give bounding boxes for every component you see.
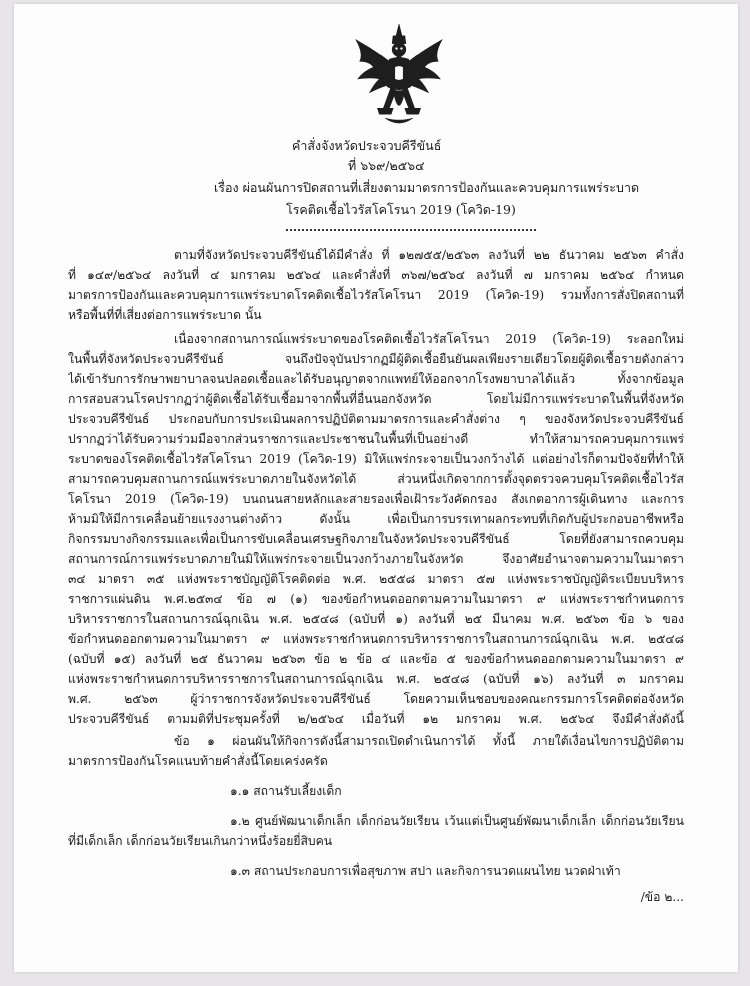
p2-line: พ.ศ. ๒๕๖๓ ผู้ว่าราชการจังหวัดประจวบคีรีขันธ์ โดยความเห็นชอบของคณะกรรมการโรคติดต่อจังหวัด (68, 692, 684, 706)
continued-marker: /ข้อ ๒... (640, 890, 684, 904)
p2-line: ในพื้นที่จังหวัดประจวบคีรีขันธ์ จนถึงปัจจุบันปรากฏมีผู้ติดเชื้อยืนยันผลเพียงรายเดียวโดยผู้ติดเชื้อรายดังกล่าว (68, 352, 684, 366)
clause-1-line: ข้อ ๑ ผ่อนผันให้กิจการดังนี้สามารถเปิดดำเนินการได้ ทั้งนี้ ภายใต้เงื่อนไขการปฏิบัติตาม (174, 734, 684, 748)
garuda-emblem-icon (350, 22, 448, 128)
p1-line: ตามที่จังหวัดประจวบคีรีขันธ์ได้มีคำสั่ง ที่ ๑๒๗๕๕/๒๕๖๓ ลงวันที่ ๒๒ ธันวาคม ๒๕๖๓ คำสั่ง (174, 248, 684, 262)
subject-line-1: เรื่อง ผ่อนผันการปิดสถานที่เสี่ยงตามมาตรการป้องกันและควบคุมการแพร่ระบาด (214, 180, 640, 195)
item-1-2-line: ๑.๒ ศูนย์พัฒนาเด็กเล็ก เด็กก่อนวัยเรียน เว้นแต่เป็นศูนย์พัฒนาเด็กเล็ก เด็กก่อนวัยเรียน (230, 814, 684, 828)
p2-line: สามารถควบคุมสถานการณ์แพร่ระบาดภายในจังหวัดได้ ส่วนหนึ่งเกิดจากการตั้งจุดตรวจควบคุมโรคติดเชื้อไวรัส (68, 472, 684, 486)
p2-line: ราชการแผ่นดิน พ.ศ.๒๕๓๔ ข้อ ๗ (๑) ของข้อกำหนดออกตามความในมาตรา ๙ แห่งพระราชกำหนดการ (68, 592, 684, 606)
p1-line: มาตรการป้องกันและควบคุมการแพร่ระบาดโรคติดเชื้อไวรัสโคโรนา 2019 (โควิด-19) รวมทั้งการสั่งปิดสถานที่ (68, 288, 684, 302)
p2-line: กิจกรรมบางกิจกรรมและเพื่อเป็นการขับเคลื่อนเศรษฐกิจภายในจังหวัดประจวบคีรีขันธ์ โดยที่ยังสามารถควบคุม (68, 532, 684, 546)
p2-line: การสอบสวนโรคปรากฏว่าผู้ติดเชื้อได้รับเชื้อมาจากพื้นที่อื่นนอกจังหวัด โดยไม่มีการแพร่ระบาดในพื้นที่จังหวัด (68, 392, 684, 406)
p2-line: บริหารราชการในสถานการณ์ฉุกเฉิน พ.ศ. ๒๕๔๘ (ฉบับที่ ๑) ลงวันที่ ๒๕ มีนาคม พ.ศ. ๒๕๖๓ ข้อ ๖ ของ (68, 612, 684, 626)
p2-line: ปรากฏว่าได้รับความร่วมมือจากส่วนราชการและประชาชนในพื้นที่เป็นอย่างดี ทำให้สามารถควบคุมการแพร่ (68, 432, 684, 446)
p2-line: ประจวบคีรีขันธ์ ประกอบกับการประเมินผลการปฏิบัติตามมาตรการและคำสั่งต่าง ๆ ของจังหวัดประจวบคีรีขันธ์ (68, 412, 684, 426)
p2-line: ห้ามมิให้มีการเคลื่อนย้ายแรงงานต่างด้าว ดังนั้น เพื่อเป็นการบรรเทาผลกระทบที่เกิดกับผู้ประกอบอาชีพหรือ (68, 512, 684, 526)
order-title: คำสั่งจังหวัดประจวบคีรีขันธ์ (292, 138, 442, 153)
subject-line-2: โรคติดเชื้อไวรัสโคโรนา 2019 (โควิด-19) (286, 202, 516, 217)
p1-line: หรือพื้นที่ที่เสี่ยงต่อการแพร่ระบาด นั้น (68, 308, 262, 322)
p2-line: ๓๔ มาตรา ๓๕ แห่งพระราชบัญญัติโรคติดต่อ พ.ศ. ๒๕๕๘ มาตรา ๕๗ แห่งพระราชบัญญัติระเบียบบริหาร (68, 572, 684, 586)
p2-line: ข้อกำหนดออกตามความในมาตรา ๙ แห่งพระราชกำหนดการบริหารราชการในสถานการณ์ฉุกเฉิน พ.ศ. ๒๕๔๘ (68, 632, 684, 646)
item-1-2-line: ที่มีเด็กเล็ก เด็กก่อนวัยเรียนเกินกว่าหนึ่งร้อยยี่สิบคน (68, 834, 333, 848)
divider (286, 229, 536, 231)
p2-line: (ฉบับที่ ๑๕) ลงวันที่ ๒๕ ธันวาคม ๒๕๖๓ ข้อ ๒ ข้อ ๔ และข้อ ๕ ของข้อกำหนดออกตามความในมาตรา ๙ (68, 652, 684, 666)
p2-line: ประจวบคีรีขันธ์ ตามมติที่ประชุมครั้งที่ ๒/๒๕๖๔ เมื่อวันที่ ๑๒ มกราคม พ.ศ. ๒๕๖๔ จึงมีคำสั่งดังนี้ (68, 712, 684, 726)
order-number: ที่ ๖๖๙/๒๕๖๔ (348, 158, 425, 173)
item-1-1: ๑.๑ สถานรับเลี้ยงเด็ก (230, 784, 342, 798)
p2-line: ได้เข้ารับการรักษาพยาบาลจนปลอดเชื้อและได้รับอนุญาตจากแพทย์ให้ออกจากโรงพยาบาลได้แล้ว ทั้งจากข้อมูล (68, 372, 684, 386)
item-1-3: ๑.๓ สถานประกอบการเพื่อสุขภาพ สปา และกิจการนวดแผนไทย นวดฝ่าเท้า (230, 864, 621, 878)
p1-line: ที่ ๑๔๙/๒๕๖๔ ลงวันที่ ๔ มกราคม ๒๕๖๔ และคำสั่งที่ ๓๖๗/๒๕๖๔ ลงวันที่ ๗ มกราคม ๒๕๖๔ กำหนด (68, 268, 684, 282)
p2-line: เนื่องจากสถานการณ์แพร่ระบาดของโรคติดเชื้อไวรัสโคโรนา 2019 (โควิด-19) ระลอกใหม่ (174, 332, 684, 346)
p2-line: ระบาดของโรคติดเชื้อไวรัสโคโรนา 2019 (โควิด-19) มิให้แพร่กระจายเป็นวงกว้างได้ แต่อย่างไรก็ตามปัจจัยที่ทำให้ (68, 452, 684, 466)
document-page (14, 4, 738, 972)
p2-line: แห่งพระราชกำหนดการบริหารราชการในสถานการณ์ฉุกเฉิน พ.ศ. ๒๕๔๘ (ฉบับที่ ๑๖) ลงวันที่ ๓ มกราคม (68, 672, 684, 686)
clause-1-line: มาตรการป้องกันโรคแนบท้ายคำสั่งนี้โดยเคร่งครัด (68, 754, 328, 768)
p2-line: โคโรนา 2019 (โควิด-19) บนถนนสายหลักและสายรองเพื่อเฝ้าระวังคัดกรอง สังเกตอาการผู้เดินทาง และการ (68, 492, 684, 506)
p2-line: สถานการณ์การแพร่ระบาดภายในมิให้แพร่กระจายเป็นวงกว้างภายในจังหวัด จึงอาศัยอำนาจตามความในมาตรา (68, 552, 684, 566)
